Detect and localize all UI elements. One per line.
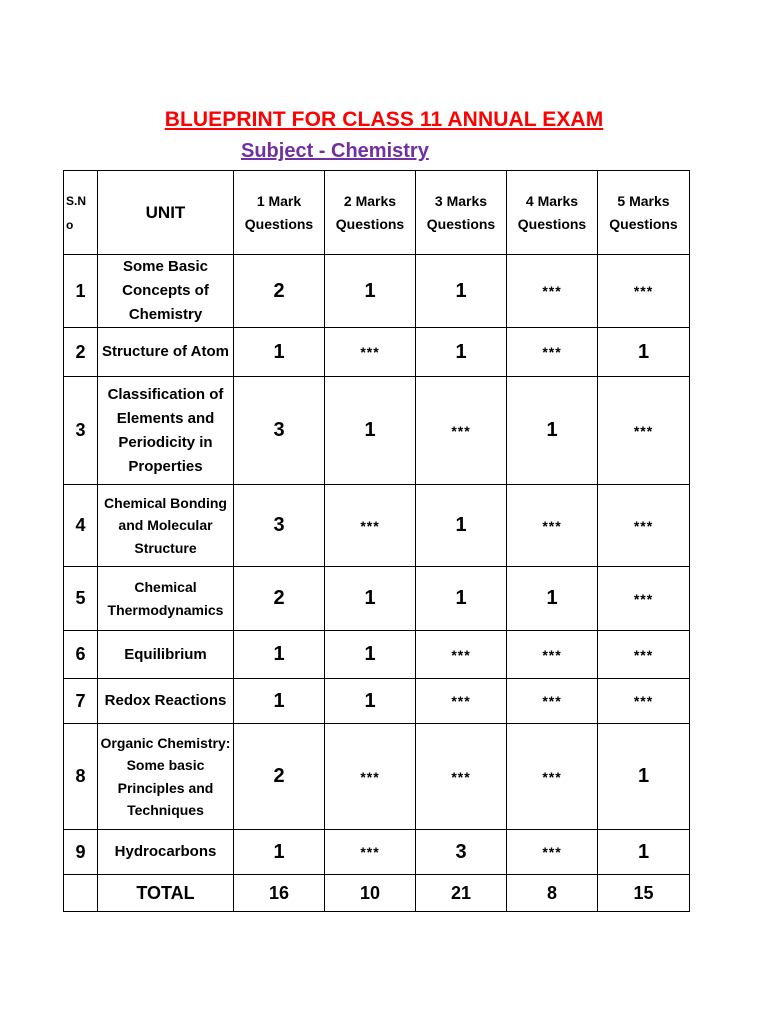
table-row — [64, 485, 690, 567]
cell-3-marks: 1 — [416, 328, 507, 377]
row-sno: 2 — [64, 328, 98, 377]
table-row — [64, 255, 690, 328]
cell-1-mark: 2 — [234, 724, 325, 830]
cell-3-marks: 1 — [416, 485, 507, 567]
row-sno: 5 — [64, 567, 98, 631]
row-unit: Hydrocarbons — [98, 830, 234, 875]
row-unit: Classification of Elements and Periodicity in Properties — [98, 377, 234, 485]
header-2-marks: 2 Marks Questions — [325, 171, 416, 255]
cell-1-mark: 1 — [234, 631, 325, 679]
cell-2-marks: *** — [325, 724, 416, 830]
row-unit: Organic Chemistry: Some basic Principles and Techniques — [98, 724, 234, 830]
cell-4-marks: 1 — [507, 567, 598, 631]
cell-5-marks: 1 — [598, 724, 690, 830]
row-unit: Structure of Atom — [98, 328, 234, 377]
cell-2-marks: *** — [325, 485, 416, 567]
cell-4-marks: *** — [507, 830, 598, 875]
cell-5-marks: *** — [598, 485, 690, 567]
header-row — [64, 171, 690, 255]
cell-3-marks: *** — [416, 724, 507, 830]
table-row — [64, 724, 690, 830]
page-title: BLUEPRINT FOR CLASS 11 ANNUAL EXAM — [164, 108, 604, 131]
cell-4-marks: *** — [507, 724, 598, 830]
cell-1-mark: 2 — [234, 567, 325, 631]
cell-1-mark: 1 — [234, 830, 325, 875]
table-row — [64, 328, 690, 377]
cell-1-mark: 3 — [234, 377, 325, 485]
header-5-marks: 5 Marks Questions — [598, 171, 690, 255]
cell-3-marks: 1 — [416, 567, 507, 631]
total-1-mark: 16 — [234, 875, 325, 912]
cell-5-marks: *** — [598, 567, 690, 631]
header-sno: S.N o — [64, 171, 98, 255]
cell-2-marks: 1 — [325, 567, 416, 631]
cell-5-marks: *** — [598, 631, 690, 679]
cell-3-marks: *** — [416, 631, 507, 679]
total-5-marks: 15 — [598, 875, 690, 912]
cell-5-marks: *** — [598, 255, 690, 328]
row-unit: Redox Reactions — [98, 679, 234, 724]
cell-4-marks: 1 — [507, 377, 598, 485]
cell-4-marks: *** — [507, 328, 598, 377]
row-sno: 9 — [64, 830, 98, 875]
total-3-marks: 21 — [416, 875, 507, 912]
table-row — [64, 830, 690, 875]
header-unit: UNIT — [98, 171, 234, 255]
total-4-marks: 8 — [507, 875, 598, 912]
table-row — [64, 377, 690, 485]
header-4-marks: 4 Marks Questions — [507, 171, 598, 255]
table-row — [64, 679, 690, 724]
cell-2-marks: 1 — [325, 679, 416, 724]
cell-2-marks: *** — [325, 328, 416, 377]
row-sno: 4 — [64, 485, 98, 567]
cell-3-marks: 3 — [416, 830, 507, 875]
total-label: TOTAL — [98, 875, 234, 912]
cell-2-marks: 1 — [325, 377, 416, 485]
total-row — [64, 875, 690, 912]
header-1-mark: 1 Mark Questions — [234, 171, 325, 255]
subject-heading: Subject - Chemistry — [241, 140, 429, 162]
cell-5-marks: 1 — [598, 328, 690, 377]
cell-4-marks: *** — [507, 485, 598, 567]
row-sno: 7 — [64, 679, 98, 724]
cell-1-mark: 1 — [234, 679, 325, 724]
row-unit: Some Basic Concepts of Chemistry — [98, 255, 234, 328]
cell-2-marks: 1 — [325, 631, 416, 679]
cell-5-marks: 1 — [598, 830, 690, 875]
row-sno: 6 — [64, 631, 98, 679]
cell-1-mark: 2 — [234, 255, 325, 328]
cell-4-marks: *** — [507, 679, 598, 724]
header-3-marks: 3 Marks Questions — [416, 171, 507, 255]
row-unit: Equilibrium — [98, 631, 234, 679]
row-sno: 1 — [64, 255, 98, 328]
cell-3-marks: *** — [416, 377, 507, 485]
cell-4-marks: *** — [507, 255, 598, 328]
cell-3-marks: 1 — [416, 255, 507, 328]
cell-2-marks: 1 — [325, 255, 416, 328]
blueprint-table — [63, 170, 690, 912]
cell-2-marks: *** — [325, 830, 416, 875]
cell-5-marks: *** — [598, 377, 690, 485]
table-row — [64, 631, 690, 679]
row-unit: Chemical Thermodynamics — [98, 567, 234, 631]
table-row — [64, 567, 690, 631]
cell-1-mark: 3 — [234, 485, 325, 567]
row-unit: Chemical Bonding and Molecular Structure — [98, 485, 234, 567]
cell-1-mark: 1 — [234, 328, 325, 377]
cell-5-marks: *** — [598, 679, 690, 724]
row-sno: 3 — [64, 377, 98, 485]
row-sno: 8 — [64, 724, 98, 830]
total-2-marks: 10 — [325, 875, 416, 912]
cell-3-marks: *** — [416, 679, 507, 724]
cell-4-marks: *** — [507, 631, 598, 679]
total-sno-empty — [64, 875, 98, 912]
